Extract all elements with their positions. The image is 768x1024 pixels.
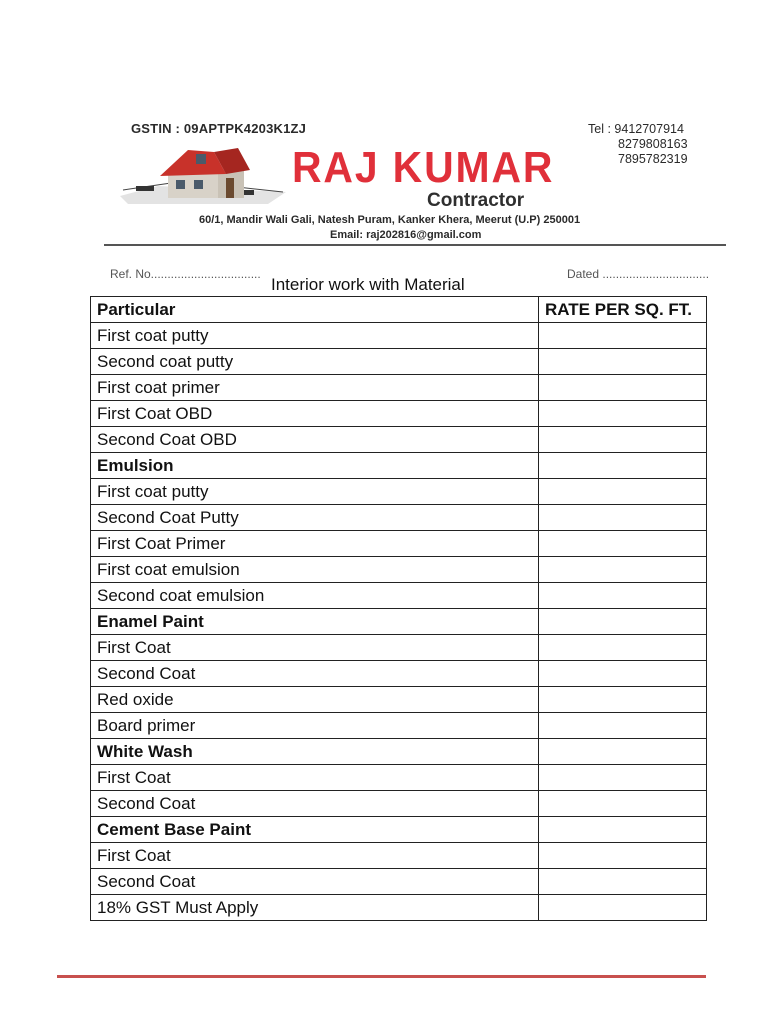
section-heading-cell: Enamel Paint <box>91 609 539 635</box>
rate-cell <box>539 479 707 505</box>
rate-cell <box>539 661 707 687</box>
table-row <box>91 661 707 687</box>
date-field: Dated ................................ <box>567 267 710 281</box>
rate-cell <box>539 427 707 453</box>
column-header-rate: RATE PER SQ. FT. <box>539 297 707 323</box>
section-heading-cell: Cement Base Paint <box>91 817 539 843</box>
ref-number-field: Ref. No................................. <box>110 267 261 281</box>
table-row <box>91 843 707 869</box>
table-row <box>91 739 707 765</box>
rate-cell <box>539 531 707 557</box>
tel-label: Tel : <box>588 122 611 136</box>
rate-cell <box>539 505 707 531</box>
rate-cell <box>539 765 707 791</box>
rate-cell <box>539 635 707 661</box>
phone-number: 9412707914 <box>614 122 684 136</box>
particular-cell: Second Coat <box>91 791 539 817</box>
table-row <box>91 375 707 401</box>
particular-cell: Second Coat Putty <box>91 505 539 531</box>
table-row <box>91 713 707 739</box>
particular-cell: Second coat putty <box>91 349 539 375</box>
particular-cell: First coat primer <box>91 375 539 401</box>
table-row <box>91 817 707 843</box>
company-email: Email: raj202816@gmail.com <box>330 229 482 241</box>
table-row <box>91 583 707 609</box>
rate-cell <box>539 791 707 817</box>
table-header-row <box>91 297 707 323</box>
particular-cell: Board primer <box>91 713 539 739</box>
rate-cell <box>539 453 707 479</box>
particular-cell: First Coat <box>91 843 539 869</box>
company-name: RAJ KUMAR <box>292 143 555 192</box>
rate-cell <box>539 375 707 401</box>
table-row <box>91 323 707 349</box>
document-title: Interior work with Material <box>271 275 465 294</box>
rate-cell <box>539 323 707 349</box>
rate-cell <box>539 817 707 843</box>
gstin-number: GSTIN : 09APTPK4203K1ZJ <box>131 121 307 136</box>
section-heading-cell: Emulsion <box>91 453 539 479</box>
particular-cell: First Coat <box>91 765 539 791</box>
table-row <box>91 895 707 921</box>
table-row <box>91 531 707 557</box>
table-row <box>91 609 707 635</box>
header-divider <box>104 244 726 246</box>
table-row <box>91 869 707 895</box>
table-row <box>91 401 707 427</box>
table-row <box>91 635 707 661</box>
particular-cell: 18% GST Must Apply <box>91 895 539 921</box>
company-subtitle: Contractor <box>427 190 525 211</box>
phone-numbers <box>588 122 688 167</box>
phone-number: 8279808163 <box>618 137 688 151</box>
rate-cell <box>539 583 707 609</box>
rate-cell <box>539 557 707 583</box>
company-address: 60/1, Mandir Wali Gali, Natesh Puram, Kanker Khera, Meerut (U.P) 250001 <box>199 214 581 226</box>
rate-cell <box>539 609 707 635</box>
table-row <box>91 765 707 791</box>
table-row <box>91 349 707 375</box>
rates-table <box>90 296 707 921</box>
rate-cell <box>539 895 707 921</box>
rate-cell <box>539 349 707 375</box>
particular-cell: First coat putty <box>91 323 539 349</box>
rate-cell <box>539 401 707 427</box>
house-icon <box>118 146 288 208</box>
table-row <box>91 427 707 453</box>
particular-cell: First Coat <box>91 635 539 661</box>
letterhead <box>0 0 768 300</box>
rate-cell <box>539 843 707 869</box>
table-row <box>91 505 707 531</box>
rate-cell <box>539 869 707 895</box>
column-header-particular: Particular <box>91 297 539 323</box>
table-row <box>91 453 707 479</box>
footer-divider <box>57 975 706 978</box>
table-row <box>91 479 707 505</box>
particular-cell: Red oxide <box>91 687 539 713</box>
particular-cell: First coat putty <box>91 479 539 505</box>
rate-cell <box>539 713 707 739</box>
particular-cell: Second Coat OBD <box>91 427 539 453</box>
particular-cell: First Coat OBD <box>91 401 539 427</box>
particular-cell: First Coat Primer <box>91 531 539 557</box>
section-heading-cell: White Wash <box>91 739 539 765</box>
phone-number: 7895782319 <box>618 152 688 166</box>
particular-cell: Second coat emulsion <box>91 583 539 609</box>
table-row <box>91 557 707 583</box>
rate-cell <box>539 687 707 713</box>
rate-cell <box>539 739 707 765</box>
particular-cell: Second Coat <box>91 661 539 687</box>
particular-cell: Second Coat <box>91 869 539 895</box>
particular-cell: First coat emulsion <box>91 557 539 583</box>
rates-table-body <box>91 323 707 921</box>
table-row <box>91 687 707 713</box>
table-row <box>91 791 707 817</box>
